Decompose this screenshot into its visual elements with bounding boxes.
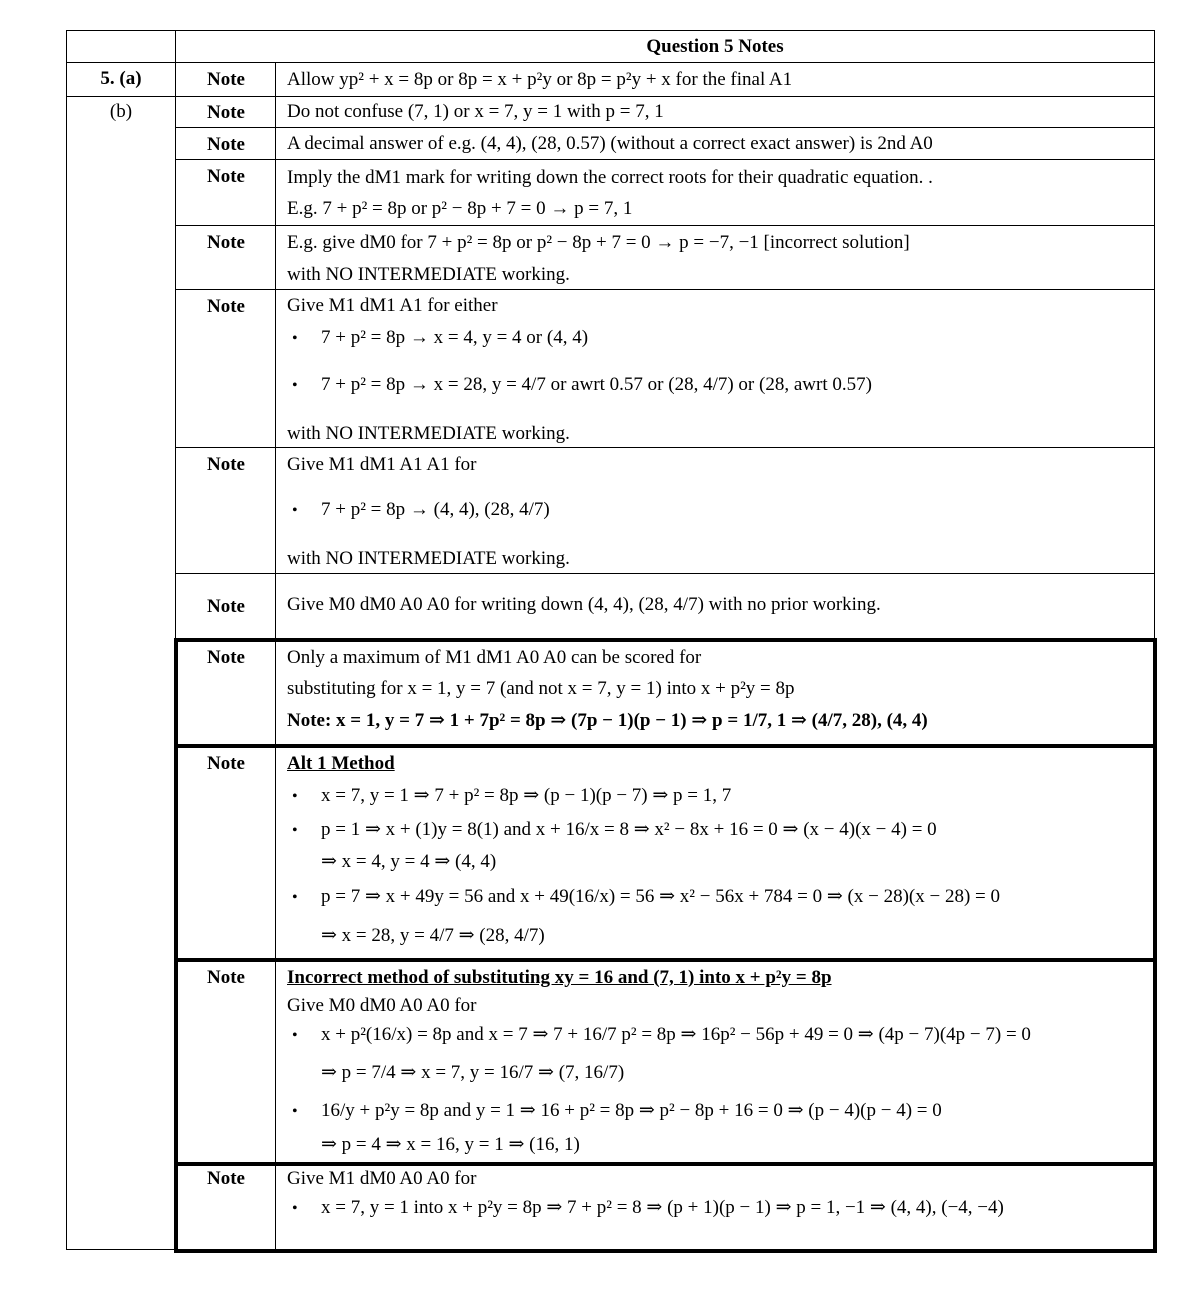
bullet-icon: • [292, 1103, 298, 1120]
bullet-icon: • [292, 1027, 298, 1044]
note-bullet: p = 7 ⇒ x + 49y = 56 and x + 49(16/x) = 56 ⇒ x² − 56x + 784 = 0 ⇒ (x − 28)(x − 28) = 0 [321, 886, 1000, 907]
note-text: Give M0 dM0 A0 A0 for writing down (4, 4), (28, 4/7) with no prior working. [287, 594, 881, 615]
note-bullet: p = 1 ⇒ x + (1)y = 8(1) and x + 16/x = 8 ⇒ x² − 8x + 16 = 0 ⇒ (x − 4)(x − 4) = 0 [321, 819, 937, 840]
note-label: Note [207, 647, 245, 668]
note-bullet-cont: ⇒ p = 4 ⇒ x = 16, y = 1 ⇒ (16, 1) [321, 1134, 580, 1155]
note-text: Give M1 dM1 A1 for either [287, 295, 498, 316]
note-text: Allow yp² + x = 8p or 8p = x + p²y or 8p = p²y + x for the final A1 [287, 69, 793, 90]
note-label: Note [207, 232, 245, 253]
note-text: substituting for x = 1, y = 7 (and not x = 7, y = 1) into x + p²y = 8p [287, 678, 795, 699]
note-label: Note [207, 134, 245, 155]
note-label: Note [207, 1168, 245, 1189]
note-label: Note [207, 596, 245, 617]
note-label: Note [207, 296, 245, 317]
note-bullet: 16/y + p²y = 8p and y = 1 ⇒ 16 + p² = 8p ⇒ p² − 8p + 16 = 0 ⇒ (p − 4)(p − 4) = 0 [321, 1100, 942, 1121]
note-text: with NO INTERMEDIATE working. [287, 423, 570, 444]
bullet-icon: • [292, 788, 298, 805]
bullet-icon: • [292, 889, 298, 906]
note-label: Note [207, 967, 245, 988]
note-label: Note [207, 753, 245, 774]
bullet-icon: • [292, 330, 298, 347]
note-text: Give M0 dM0 A0 A0 for [287, 995, 477, 1016]
note-text: with NO INTERMEDIATE working. [287, 264, 570, 285]
note-bullet: x = 7, y = 1 into x + p²y = 8p ⇒ 7 + p² = 8 ⇒ (p + 1)(p − 1) ⇒ p = 1, −1 ⇒ (4, 4), (−4, −4) [321, 1197, 1004, 1218]
note-bullet: x + p²(16/x) = 8p and x = 7 ⇒ 7 + 16/7 p² = 8p ⇒ 16p² − 56p + 49 = 0 ⇒ (4p − 7)(4p − 7) = 0 [321, 1024, 1031, 1045]
note-text: Give M1 dM1 A1 A1 for [287, 454, 477, 475]
note-bullet-cont: ⇒ x = 28, y = 4/7 ⇒ (28, 4/7) [321, 925, 545, 946]
note-bullet: 7 + p² = 8p → x = 4, y = 4 or (4, 4) [321, 327, 589, 348]
bullet-icon: • [292, 822, 298, 839]
bullet-icon: • [292, 377, 298, 394]
note-text: A decimal answer of e.g. (4, 4), (28, 0.57) (without a correct exact answer) is 2nd A0 [287, 133, 933, 154]
method-title: Alt 1 Method [287, 753, 395, 774]
page-title: Question 5 Notes [646, 36, 784, 57]
note-label: Note [207, 69, 245, 90]
note-bullet: 7 + p² = 8p → (4, 4), (28, 4/7) [321, 499, 550, 520]
note-bullet-cont: ⇒ x = 4, y = 4 ⇒ (4, 4) [321, 851, 497, 872]
note-text: Only a maximum of M1 dM1 A0 A0 can be scored for [287, 647, 702, 668]
note-text: with NO INTERMEDIATE working. [287, 548, 570, 569]
bullet-icon: • [292, 1200, 298, 1217]
note-bullet: 7 + p² = 8p → x = 28, y = 4/7 or awrt 0.57 or (28, 4/7) or (28, awrt 0.57) [321, 374, 872, 395]
note-text: E.g. give dM0 for 7 + p² = 8p or p² − 8p + 7 = 0 → p = −7, −1 [incorrect solution] [287, 232, 910, 253]
method-title: Incorrect method of substituting xy = 16 and (7, 1) into x + p²y = 8p [287, 967, 832, 988]
question-part-a: 5. (a) [100, 68, 142, 89]
note-text: Note: x = 1, y = 7 ⇒ 1 + 7p² = 8p ⇒ (7p − 1)(p − 1) ⇒ p = 1/7, 1 ⇒ (4/7, 28), (4, 4) [287, 710, 928, 731]
note-label: Note [207, 454, 245, 475]
note-bullet: x = 7, y = 1 ⇒ 7 + p² = 8p ⇒ (p − 1)(p − 7) ⇒ p = 1, 7 [321, 785, 732, 806]
note-text: E.g. 7 + p² = 8p or p² − 8p + 7 = 0 → p = 7, 1 [287, 198, 633, 219]
note-bullet-cont: ⇒ p = 7/4 ⇒ x = 7, y = 16/7 ⇒ (7, 16/7) [321, 1062, 625, 1083]
note-text: Give M1 dM0 A0 A0 for [287, 1168, 477, 1189]
bullet-icon: • [292, 502, 298, 519]
note-label: Note [207, 102, 245, 123]
note-label: Note [207, 166, 245, 187]
question-part-b: (b) [109, 101, 133, 122]
note-text: Imply the dM1 mark for writing down the correct roots for their quadratic equation. . [287, 167, 933, 188]
note-text: Do not confuse (7, 1) or x = 7, y = 1 with p = 7, 1 [287, 101, 664, 122]
